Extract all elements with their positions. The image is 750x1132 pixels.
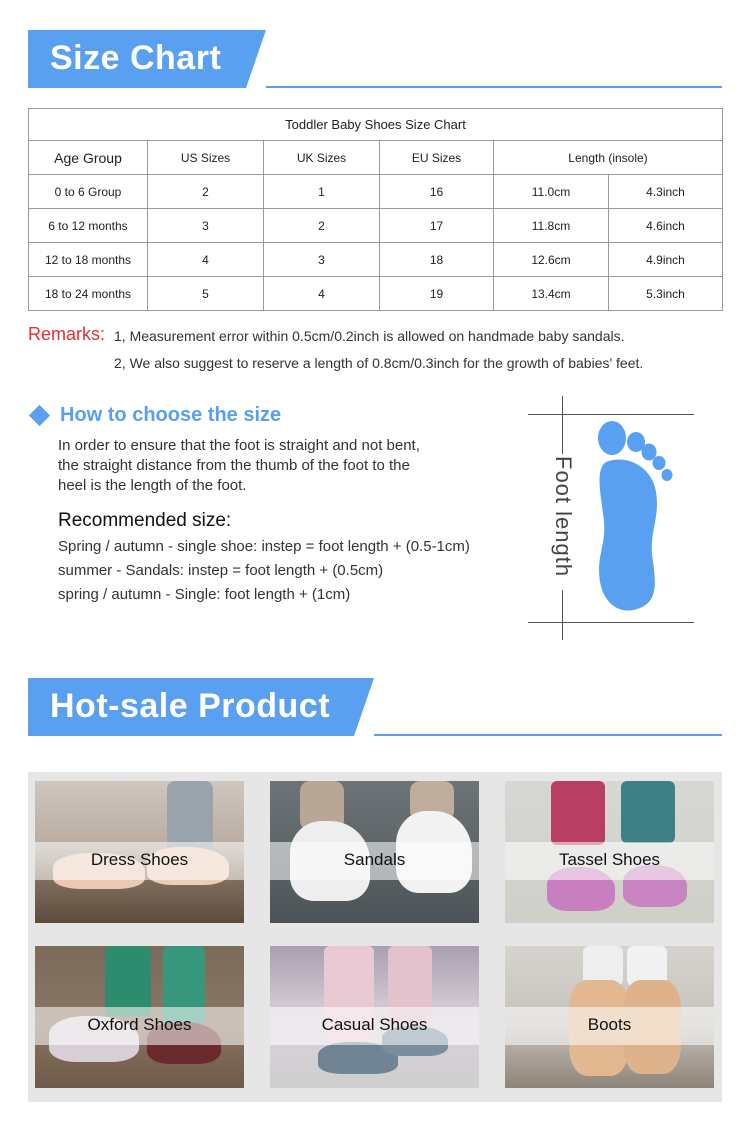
- cell-inch: 5.3inch: [609, 277, 723, 311]
- remark-line-1: 1, Measurement error within 0.5cm/0.2inch is allowed on handmade baby sandals.: [114, 328, 625, 344]
- how-to-paragraph: In order to ensure that the foot is straight and not bent, the straight distance from the thumb of the foot to the heel is the length of the foot.: [58, 437, 420, 494]
- banner-rule: [374, 734, 722, 736]
- foot-length-label: Foot length: [551, 456, 576, 578]
- cell-age: 12 to 18 months: [29, 243, 148, 277]
- cell-cm: 13.4cm: [494, 277, 609, 311]
- product-label: Casual Shoes: [321, 1015, 428, 1034]
- cell-age: 6 to 12 months: [29, 209, 148, 243]
- leggings: [551, 781, 605, 845]
- foot-length-figure: [528, 396, 696, 642]
- recommended-item: summer - Sandals: instep = foot length + (0.5cm): [58, 562, 384, 579]
- header-eu-sizes: EU Sizes: [380, 141, 494, 175]
- how-to-heading: How to choose the size: [60, 404, 282, 426]
- header-length-insole: Length (insole): [494, 141, 723, 175]
- cell-age: 0 to 6 Group: [29, 175, 148, 209]
- header-us-sizes: US Sizes: [148, 141, 264, 175]
- cell-eu: 19: [380, 277, 494, 311]
- cell-us: 4: [148, 243, 264, 277]
- diamond-icon: [29, 405, 50, 426]
- cell-cm: 11.0cm: [494, 175, 609, 209]
- foot-icon: [528, 396, 696, 642]
- recommended-item: spring / autumn - Single: foot length + (1cm): [58, 586, 351, 603]
- cell-uk: 2: [264, 209, 380, 243]
- table-row: [29, 277, 723, 311]
- product-card-casual-shoes[interactable]: [270, 946, 479, 1088]
- cell-cm: 11.8cm: [494, 209, 609, 243]
- product-card-oxford-shoes[interactable]: [35, 946, 244, 1088]
- cell-uk: 3: [264, 243, 380, 277]
- cell-inch: 4.3inch: [609, 175, 723, 209]
- cell-us: 2: [148, 175, 264, 209]
- size-chart-banner: [28, 30, 722, 88]
- recommended-item: Spring / autumn - single shoe: instep = foot length + (0.5-1cm): [58, 538, 470, 555]
- table-row: [29, 209, 723, 243]
- cell-eu: 17: [380, 209, 494, 243]
- remark-line-2: 2, We also suggest to reserve a length of 0.8cm/0.3inch for the growth of babies' feet.: [114, 355, 644, 371]
- recommended-title: Recommended size:: [58, 510, 232, 531]
- hot-sale-title: Hot-sale Product: [50, 687, 331, 725]
- table-caption: Toddler Baby Shoes Size Chart: [29, 109, 723, 141]
- sock-leg: [105, 946, 151, 1016]
- product-grid: [28, 772, 722, 1102]
- cell-uk: 1: [264, 175, 380, 209]
- hot-sale-banner: [28, 678, 722, 736]
- banner-rule: [266, 86, 722, 88]
- product-card-sandals[interactable]: [270, 781, 479, 923]
- cell-us: 3: [148, 209, 264, 243]
- product-card-dress-shoes[interactable]: [35, 781, 244, 923]
- cell-eu: 16: [380, 175, 494, 209]
- product-card-boots[interactable]: [505, 946, 714, 1088]
- cell-us: 5: [148, 277, 264, 311]
- leggings: [621, 781, 675, 843]
- cell-inch: 4.6inch: [609, 209, 723, 243]
- product-label: Sandals: [343, 850, 406, 869]
- cell-age: 18 to 24 months: [29, 277, 148, 311]
- header-age-group: Age Group: [29, 141, 148, 175]
- cell-cm: 12.6cm: [494, 243, 609, 277]
- product-label: Boots: [587, 1015, 632, 1034]
- product-label: Oxford Shoes: [87, 1015, 192, 1034]
- product-label: Dress Shoes: [90, 850, 189, 869]
- remarks-label: Remarks:: [28, 324, 106, 344]
- table-row: [29, 175, 723, 209]
- header-uk-sizes: UK Sizes: [264, 141, 380, 175]
- cell-inch: 4.9inch: [609, 243, 723, 277]
- cell-uk: 4: [264, 277, 380, 311]
- cell-eu: 18: [380, 243, 494, 277]
- table-row: [29, 243, 723, 277]
- size-table: [28, 108, 723, 311]
- product-card-tassel-shoes[interactable]: [505, 781, 714, 923]
- product-label: Tassel Shoes: [558, 850, 661, 869]
- size-chart-title: Size Chart: [50, 39, 222, 77]
